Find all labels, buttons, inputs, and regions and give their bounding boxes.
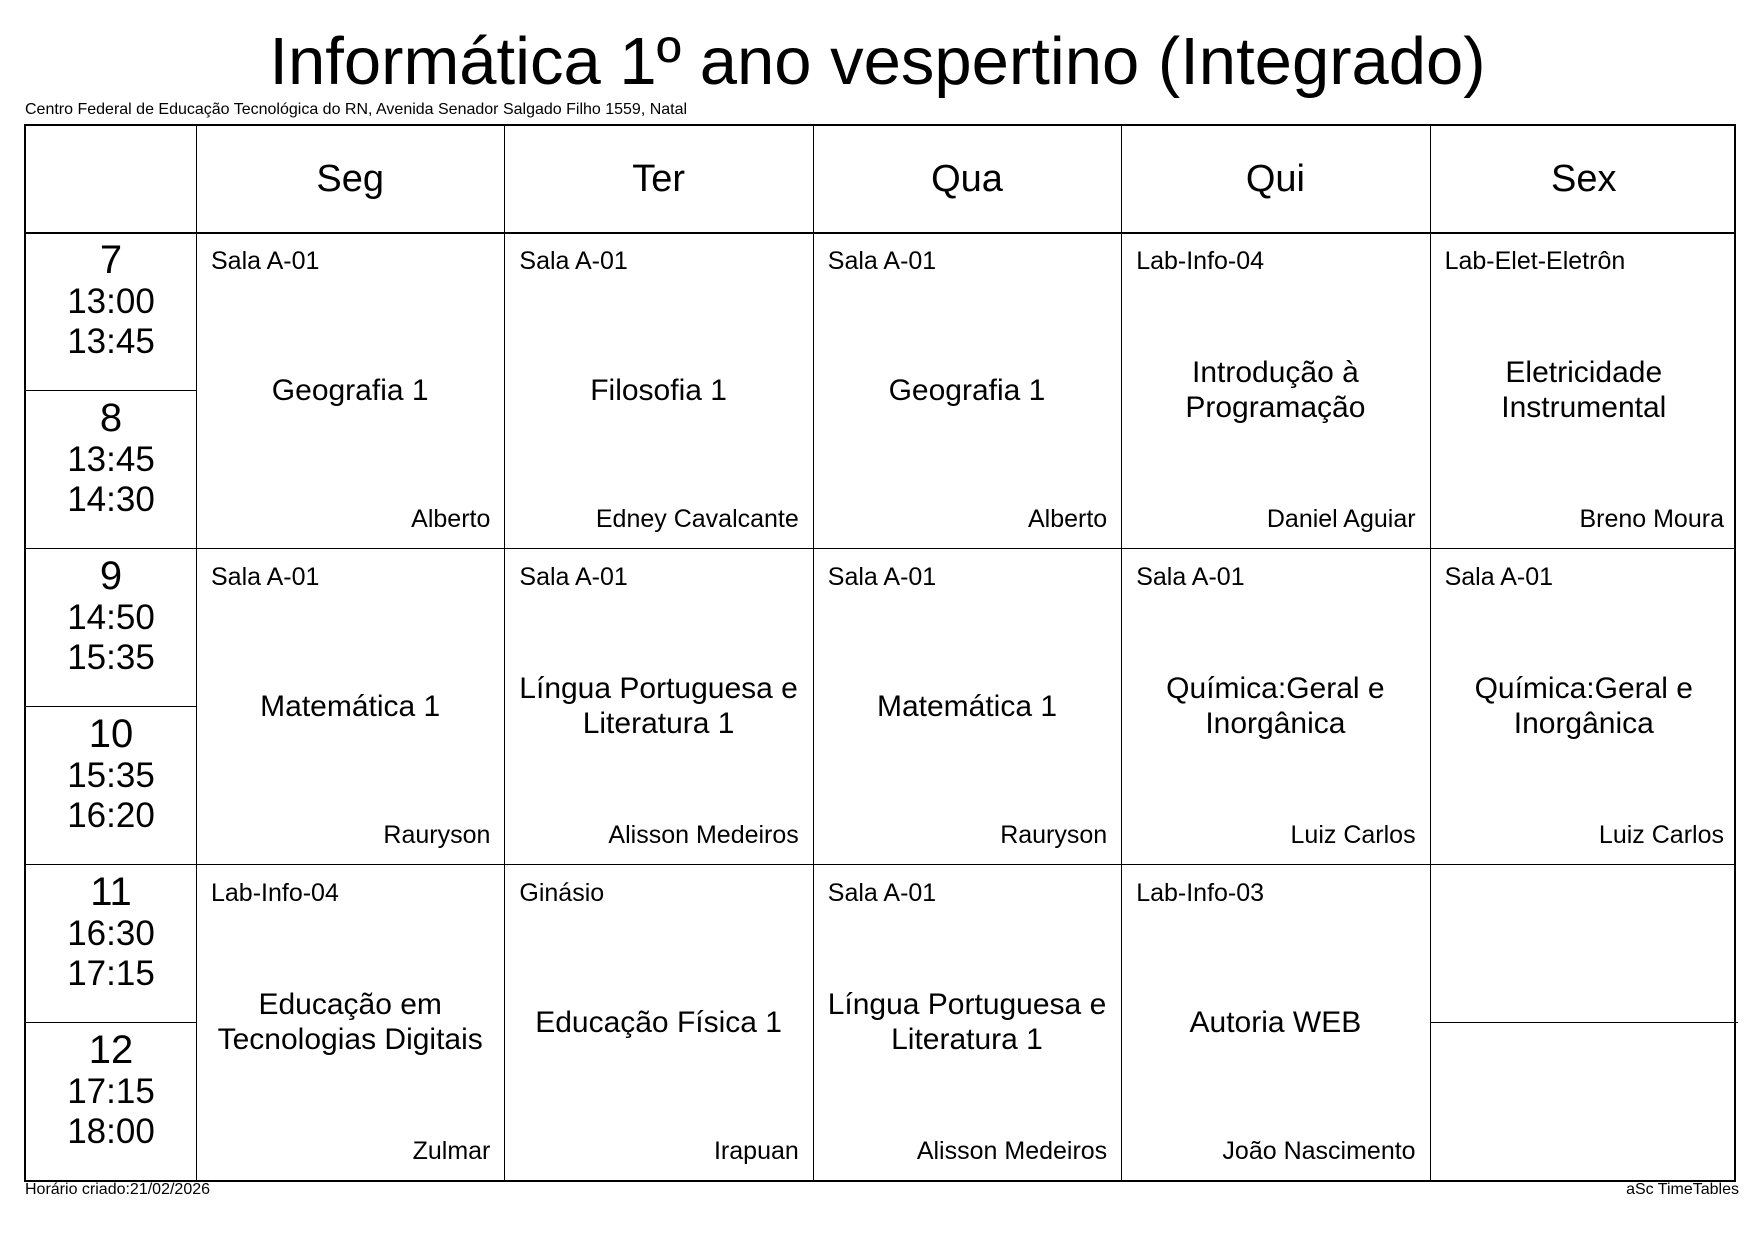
period-end-time: 14:30 bbox=[67, 480, 155, 519]
room-label: Ginásio bbox=[519, 879, 605, 907]
room-label: Lab-Elet-Eletrôn bbox=[1444, 247, 1626, 275]
period-end-time: 18:00 bbox=[67, 1112, 155, 1151]
period-start-time: 15:35 bbox=[67, 756, 155, 795]
period-start-time: 17:15 bbox=[67, 1072, 155, 1111]
period-start-time: 13:45 bbox=[67, 440, 155, 479]
period-number: 9 bbox=[99, 554, 123, 598]
period-number: 10 bbox=[88, 712, 134, 756]
subject-label: Matemática 1 bbox=[876, 689, 1058, 723]
day-header: Qua bbox=[931, 157, 1003, 200]
lesson-cell[interactable] bbox=[504, 864, 812, 1180]
subject-label: Geografia 1 bbox=[888, 373, 1046, 407]
lesson-cell[interactable] bbox=[813, 232, 1121, 548]
period-cell bbox=[26, 864, 196, 1022]
room-label: Lab-Info-03 bbox=[1136, 879, 1265, 907]
day-header: Qui bbox=[1245, 157, 1305, 200]
teacher-label: João Nascimento bbox=[1222, 1137, 1416, 1165]
room-label: Sala A-01 bbox=[211, 563, 320, 591]
subject-label: Educação em Tecnologias Digitais bbox=[217, 988, 483, 1056]
lesson-cell[interactable] bbox=[1121, 232, 1429, 548]
period-cell bbox=[26, 390, 196, 548]
period-cell bbox=[26, 232, 196, 390]
teacher-label: Luiz Carlos bbox=[1598, 821, 1724, 849]
subject-label: Introdução à Programação bbox=[1185, 356, 1366, 424]
subject-label: Química:Geral e Inorgânica bbox=[1474, 672, 1693, 740]
lesson-cell[interactable] bbox=[813, 548, 1121, 864]
period-cell bbox=[26, 1022, 196, 1180]
teacher-label: Alisson Medeiros bbox=[608, 821, 799, 849]
lesson-cell[interactable] bbox=[813, 864, 1121, 1180]
period-cell bbox=[26, 548, 196, 706]
lesson-cell[interactable] bbox=[504, 548, 812, 864]
period-start-time: 14:50 bbox=[67, 598, 155, 637]
lesson-cell[interactable] bbox=[196, 548, 504, 864]
teacher-label: Edney Cavalcante bbox=[595, 505, 799, 533]
teacher-label: Rauryson bbox=[1000, 821, 1108, 849]
subject-label: Eletricidade Instrumental bbox=[1501, 356, 1667, 424]
teacher-label: Daniel Aguiar bbox=[1266, 505, 1416, 533]
period-number: 7 bbox=[99, 238, 123, 282]
teacher-label: Irapuan bbox=[713, 1137, 799, 1165]
period-start-time: 13:00 bbox=[67, 282, 155, 321]
room-label: Sala A-01 bbox=[827, 247, 937, 275]
room-label: Sala A-01 bbox=[1444, 563, 1554, 591]
teacher-label: Alberto bbox=[411, 505, 491, 533]
subject-label: Geografia 1 bbox=[271, 373, 429, 407]
subject-label: Educação Física 1 bbox=[535, 1005, 782, 1039]
timetable-grid bbox=[24, 124, 1736, 1182]
page-title: Informática 1º ano vespertino (Integrado) bbox=[269, 24, 1486, 99]
room-label: Sala A-01 bbox=[519, 563, 628, 591]
day-header: Seg bbox=[316, 157, 384, 200]
day-header: Sex bbox=[1551, 157, 1617, 200]
software-credit: aSc TimeTables bbox=[1626, 1181, 1739, 1198]
teacher-label: Zulmar bbox=[412, 1137, 491, 1165]
subject-label: Língua Portuguesa e Literatura 1 bbox=[827, 988, 1107, 1056]
lesson-cell[interactable] bbox=[196, 232, 504, 548]
teacher-label: Luiz Carlos bbox=[1290, 821, 1416, 849]
period-end-time: 17:15 bbox=[67, 954, 155, 993]
room-label: Sala A-01 bbox=[519, 247, 628, 275]
room-label: Lab-Info-04 bbox=[211, 879, 339, 907]
subject-label: Química:Geral e Inorgânica bbox=[1166, 672, 1385, 740]
lesson-cell[interactable] bbox=[1121, 864, 1429, 1180]
period-number: 8 bbox=[99, 396, 123, 440]
day-header: Ter bbox=[632, 157, 685, 200]
room-label: Sala A-01 bbox=[827, 563, 937, 591]
period-cell bbox=[26, 706, 196, 864]
teacher-label: Alisson Medeiros bbox=[916, 1137, 1108, 1165]
school-address: Centro Federal de Educação Tecnológica do RN, Avenida Senador Salgado Filho 1559, Natal bbox=[25, 101, 688, 118]
period-start-time: 16:30 bbox=[67, 914, 155, 953]
empty-slot-divider bbox=[1430, 1022, 1738, 1023]
lesson-cell[interactable] bbox=[1430, 548, 1738, 864]
lesson-cell[interactable] bbox=[1430, 232, 1738, 548]
lesson-cell[interactable] bbox=[1121, 548, 1429, 864]
subject-label: Filosofia 1 bbox=[590, 373, 727, 407]
subject-label: Autoria WEB bbox=[1189, 1005, 1362, 1039]
room-label: Sala A-01 bbox=[827, 879, 937, 907]
period-number: 11 bbox=[90, 870, 132, 914]
lesson-cell[interactable] bbox=[196, 864, 504, 1180]
teacher-label: Breno Moura bbox=[1579, 505, 1724, 533]
period-end-time: 13:45 bbox=[67, 322, 155, 361]
room-label: Sala A-01 bbox=[211, 247, 320, 275]
created-date: Horário criado:21/02/2026 bbox=[25, 1181, 211, 1198]
subject-label: Língua Portuguesa e Literatura 1 bbox=[519, 672, 798, 740]
teacher-label: Rauryson bbox=[383, 821, 491, 849]
subject-label: Matemática 1 bbox=[260, 689, 441, 723]
teacher-label: Alberto bbox=[1027, 505, 1108, 533]
period-end-time: 15:35 bbox=[67, 638, 155, 677]
period-number: 12 bbox=[88, 1028, 134, 1072]
lesson-cell[interactable] bbox=[504, 232, 812, 548]
period-end-time: 16:20 bbox=[67, 796, 155, 835]
room-label: Sala A-01 bbox=[1136, 563, 1245, 591]
room-label: Lab-Info-04 bbox=[1136, 247, 1265, 275]
